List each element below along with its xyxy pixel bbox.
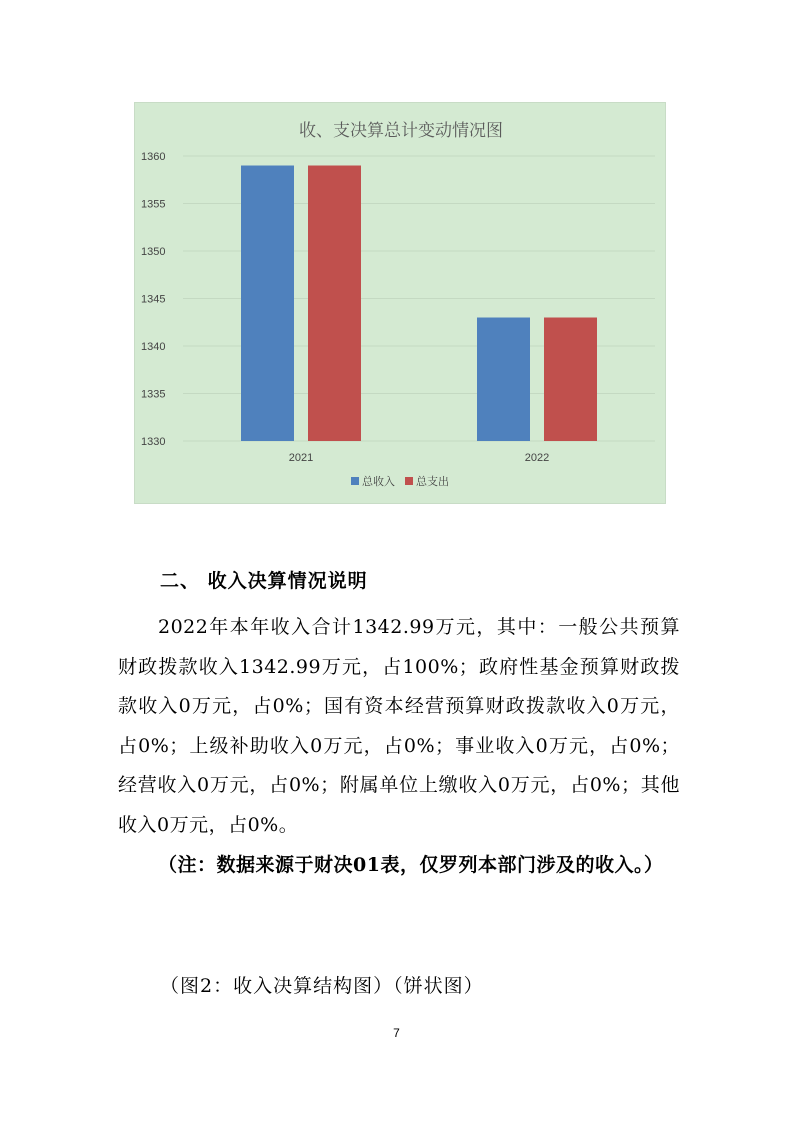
page-number: 7 — [393, 1026, 400, 1040]
legend-swatch — [405, 477, 413, 485]
y-tick-label: 1355 — [141, 198, 166, 211]
bar-总收入-2021 — [241, 166, 294, 442]
y-tick-label: 1340 — [141, 341, 166, 353]
x-tick-label: 2022 — [524, 452, 550, 464]
chart-title: 收、支决算总计变动情况图 — [299, 121, 503, 141]
legend-label: 总收入 — [362, 475, 395, 488]
y-tick-label: 1330 — [141, 436, 166, 448]
figure-caption: （图2：收入决算结构图）（饼状图） — [160, 975, 484, 997]
bar-总支出-2022 — [544, 318, 597, 442]
y-tick-label: 1360 — [141, 151, 166, 163]
x-tick-label: 2021 — [288, 452, 314, 464]
bar-chart-svg — [135, 103, 667, 505]
y-tick-label: 1350 — [141, 246, 166, 258]
data-source-note: （注：数据来源于财决01表，仅罗列本部门涉及的收入。） — [158, 854, 664, 876]
income-expense-chart — [134, 102, 666, 504]
bar-总收入-2022 — [477, 318, 530, 442]
y-tick-label: 1335 — [141, 388, 166, 401]
bar-总支出-2021 — [308, 166, 361, 442]
income-paragraph: 2022年本年收入合计1342.99万元，其中：一般公共预算财政拨款收入1342.99万元，占100%；政府性基金预算财政拨款收入0万元，占0%；国有资本经营预算财政拨款收入0万元，占0%；上级补助收入0万元，占0%；事业收入0万元，占0%；经营收入0万元，占0%；附属单位上缴收入0万元，占0%；其他收入0万元，占0%。 — [118, 616, 680, 836]
legend-swatch — [351, 477, 359, 485]
section-heading: 二、 收入决算情况说明 — [160, 570, 368, 592]
legend-label: 总支出 — [416, 475, 449, 488]
y-tick-label: 1345 — [141, 293, 166, 306]
